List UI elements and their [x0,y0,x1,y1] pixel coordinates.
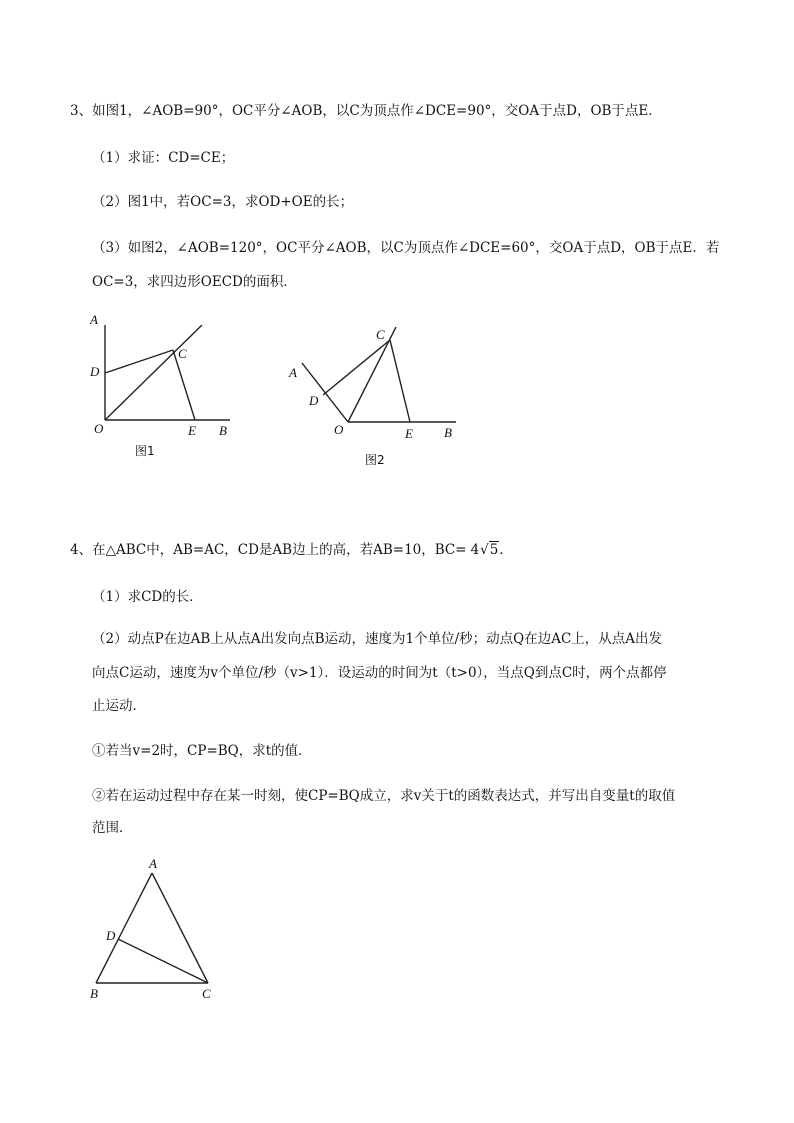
fig2-label-o: O [334,422,344,437]
figure-1-lines [105,325,230,420]
problem3-stem: 3、如图1，∠AOB=90°，OC平分∠AOB，以C为顶点作∠DCE=90°，交OA于点D，OB于点E． [70,103,662,119]
problem4-sub1: ①若当v=2时，CP=BQ，求t的值． [92,743,312,759]
fig1-label-c: C [178,346,187,361]
fig3-label-b: B [90,986,98,1001]
problem4-stem [70,540,513,560]
problem3-q3-line1: （3）如图2，∠AOB=120°，OC平分∠AOB，以C为顶点作∠DCE=60°，交OA于点D，OB于点E．若 [92,240,720,256]
fig1-label-e: E [188,423,196,438]
problem4-sub2-line2: 范围． [92,820,133,836]
fig1-label-b: B [219,423,227,438]
fig1-caption: 图1 [135,444,155,458]
problem4-q2-line1: （2）动点P在边AB上从点A出发向点B运动，速度为1个单位/秒；动点Q在边AC上，从点A出发 [92,631,663,647]
problem4-sub2-line1: ②若在运动过程中存在某一时刻，使CP=BQ成立，求v关于t的函数表达式，并写出自变量t的取值 [92,788,676,804]
sqrt-icon: √ [480,542,489,558]
fig2-label-e: E [405,426,413,441]
fig2-label-c: C [376,327,385,342]
fig2-label-b: B [444,425,452,440]
problem3-q1: （1）求证：CD=CE； [92,150,235,166]
fig2-caption: 图2 [365,453,385,467]
bc-coefficient: 4 [470,542,480,558]
problem3-q2: （2）图1中，若OC=3，求OD+OE的长； [92,194,354,210]
problem4-stem-text: 4、在△ABC中，AB=AC，CD是AB边上的高，若AB=10，BC= [70,542,467,558]
problem4-q1: （1）求CD的长． [92,589,203,605]
bc-value [471,540,500,560]
fig1-label-a: A [90,312,98,327]
fig2-label-a: A [289,365,297,380]
problem4-q2-line3: 止运动． [92,698,146,714]
fig1-label-d: D [90,364,100,379]
fig3-label-a: A [149,856,157,871]
bc-radicand: 5 [489,542,499,558]
fig3-label-d: D [106,928,116,943]
fig3-label-c: C [202,986,211,1001]
problem4-q2-line2: 向点C运动，速度为v个单位/秒（v>1）．设运动的时间为t（t>0），当点Q到点C时，两个点都停 [92,665,667,681]
fig2-label-d: D [309,393,319,408]
problem4-stem-end: ． [499,542,513,558]
problem3-q3-line2: OC=3，求四边形OECD的面积． [92,274,297,290]
fig1-label-o: O [94,421,104,436]
